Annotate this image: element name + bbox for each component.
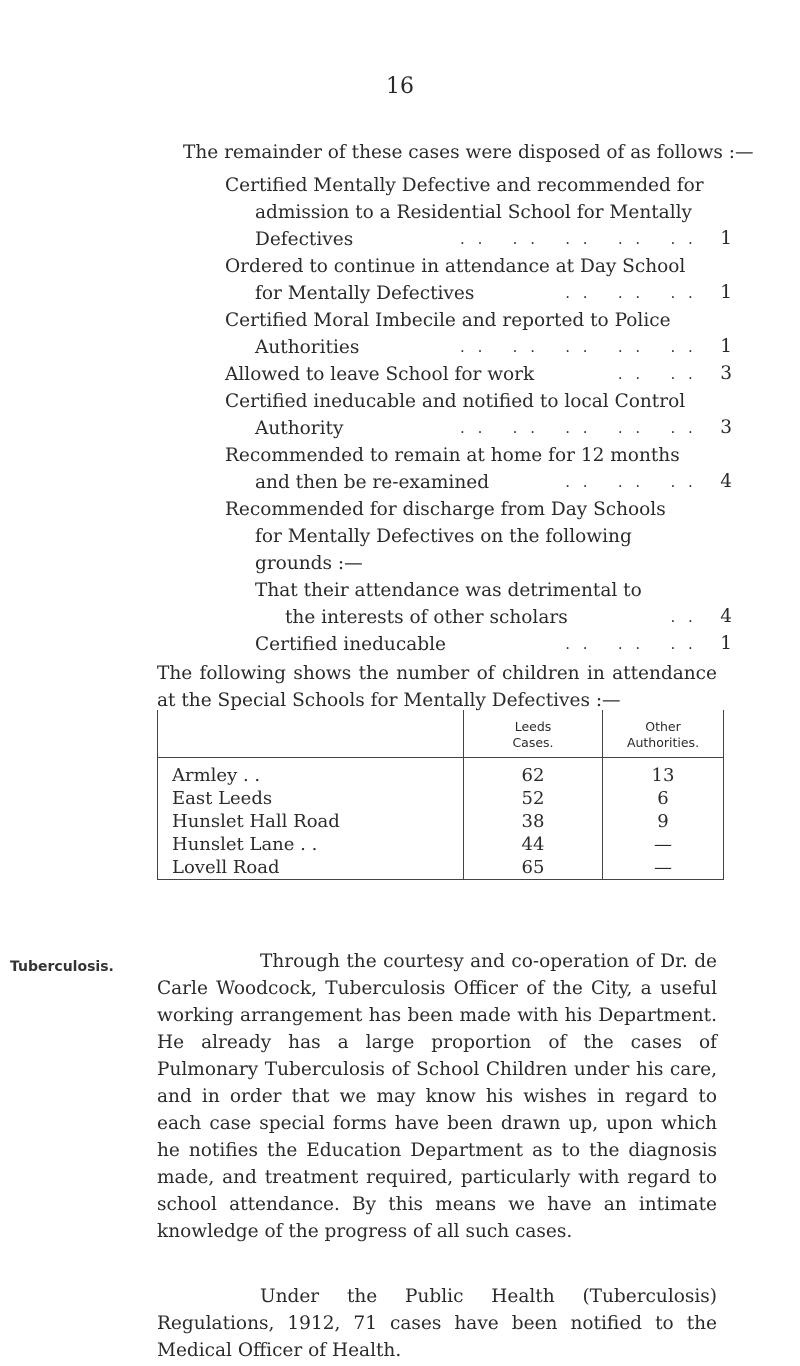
disposal-count (565, 279, 732, 307)
regulations-paragraph: Under the Public Health (Tuberculosis) Regulations, 1912, 71 cases have been notified to the Medical Officer of Health. (157, 1286, 717, 1361)
disposal-count (460, 414, 732, 442)
disposal-item-line: Ordered to continue in attendance at Day School (225, 256, 686, 277)
cell-leeds: 65 (464, 856, 603, 880)
discharge-ground-count (565, 630, 732, 658)
cell-leeds: 52 (464, 787, 603, 810)
disposal-count-value: 1 (720, 228, 732, 249)
disposal-item-line: Allowed to leave School for work (225, 364, 535, 385)
disposal-item-line: grounds :— (255, 553, 363, 574)
disposal-item-line: and then be re-examined (255, 472, 490, 493)
discharge-ground-line: the interests of other scholars (285, 607, 568, 628)
cell-school (158, 833, 464, 856)
discharge-ground-count-value: 1 (720, 633, 732, 654)
discharge-ground-count (670, 603, 732, 631)
cell-other: — (603, 856, 724, 880)
header-leeds-line1: Leeds (514, 719, 552, 734)
attendance-table (157, 710, 724, 880)
disposal-count (565, 468, 732, 496)
cell-leeds: 38 (464, 810, 603, 833)
leader-dots: . . . . . . (565, 284, 715, 302)
table-row (158, 810, 724, 833)
table-row (158, 787, 724, 810)
cell-school (158, 856, 464, 880)
disposal-item-line: Certified Moral Imbecile and reported to Police (225, 310, 671, 331)
discharge-ground-item (225, 577, 750, 631)
disposal-count-value: 3 (720, 417, 732, 438)
side-heading-tuberculosis: Tuberculosis. (10, 959, 114, 975)
leader-dots: . . . . . . (565, 635, 715, 653)
disposal-item (225, 172, 750, 253)
disposal-item-line: for Mentally Defectives (255, 283, 475, 304)
school-name: Lovell Road (172, 857, 280, 878)
disposal-count (460, 333, 732, 361)
leader-dots: . . . . . . . . . . (460, 230, 715, 248)
disposal-item-line: Certified ineducable and notified to local Control (225, 391, 686, 412)
disposal-count-value: 3 (720, 363, 732, 384)
header-leeds-cases (464, 710, 603, 758)
disposal-item (225, 388, 750, 442)
header-other-line2: Authorities. (626, 735, 700, 750)
header-other-authorities (603, 710, 724, 758)
cell-school (158, 787, 464, 810)
discharge-ground-count-value: 4 (720, 606, 732, 627)
page-number: 16 (386, 74, 414, 99)
table-row (158, 856, 724, 880)
school-name: Hunslet Hall Road (172, 811, 340, 832)
leader-dots: . . . . . . . . . . (460, 338, 715, 356)
disposal-item-line: admission to a Residential School for Mentally (255, 202, 692, 223)
discharge-ground-line: That their attendance was detrimental to (255, 580, 642, 601)
cell-other: 6 (603, 787, 724, 810)
disposal-count-value: 4 (720, 471, 732, 492)
disposal-item-line: for Mentally Defectives on the following (255, 526, 632, 547)
header-other-line1: Other (645, 719, 681, 734)
cell-school (158, 758, 464, 788)
disposal-count-value: 1 (720, 336, 732, 357)
school-name: Armley . . (172, 765, 261, 786)
leader-dots: . . . . (617, 365, 715, 383)
disposal-item-line: Authorities (255, 337, 360, 358)
cell-other: — (603, 833, 724, 856)
school-name: Hunslet Lane . . (172, 834, 318, 855)
table-row (158, 833, 724, 856)
disposal-item-line: Recommended to remain at home for 12 months (225, 445, 680, 466)
disposal-item (225, 442, 750, 496)
leader-dots: . . (670, 608, 715, 626)
discharge-ground-item (225, 631, 750, 658)
header-leeds-line2: Cases. (512, 735, 554, 750)
leader-dots: . . . . . . . . . . (460, 419, 715, 437)
tuberculosis-paragraph: Through the courtesy and co-operation of Dr. de Carle Woodcock, Tuberculosis Officer of the City, a useful working arrangement has been made with his Department. He already has a large proportion of the cases of Pulmonary Tuberculosis of School Children under his care, and in order that we may know his wishes in regard to each case special forms have been drawn up, upon which he notifies the Education Department as to the diagnosis made, and treatment required, particularly with regard to school attendance. By this means we have an intimate knowledge of the progress of all such cases. (157, 951, 717, 1242)
disposal-count (618, 360, 732, 388)
disposal-item-line: Recommended for discharge from Day Schools (225, 499, 666, 520)
disposal-item-line: Defectives (255, 229, 354, 250)
disposal-intro: The remainder of these cases were disposed of as follows :— (183, 142, 754, 163)
leader-dots: . . . . . . (565, 473, 715, 491)
disposal-count (460, 225, 732, 253)
cell-leeds: 62 (464, 758, 603, 788)
cell-leeds: 44 (464, 833, 603, 856)
disposal-item-line: Certified Mentally Defective and recommended for (225, 175, 704, 196)
disposal-item (225, 361, 750, 388)
disposal-item-line: Authority (255, 418, 344, 439)
cell-other: 9 (603, 810, 724, 833)
cell-other: 13 (603, 758, 724, 788)
discharge-ground-line: Certified ineducable (255, 634, 446, 655)
table-intro: The following shows the number of children in attendance at the Special Schools for Mentally Defectives :— (157, 663, 717, 711)
disposal-list (225, 172, 750, 658)
table-header-row (158, 710, 724, 758)
disposal-item (225, 307, 750, 361)
school-name: East Leeds (172, 788, 273, 809)
disposal-count-value: 1 (720, 282, 732, 303)
disposal-item (225, 253, 750, 307)
disposal-item (225, 496, 750, 577)
header-school (158, 710, 464, 758)
cell-school (158, 810, 464, 833)
table-row (158, 758, 724, 788)
